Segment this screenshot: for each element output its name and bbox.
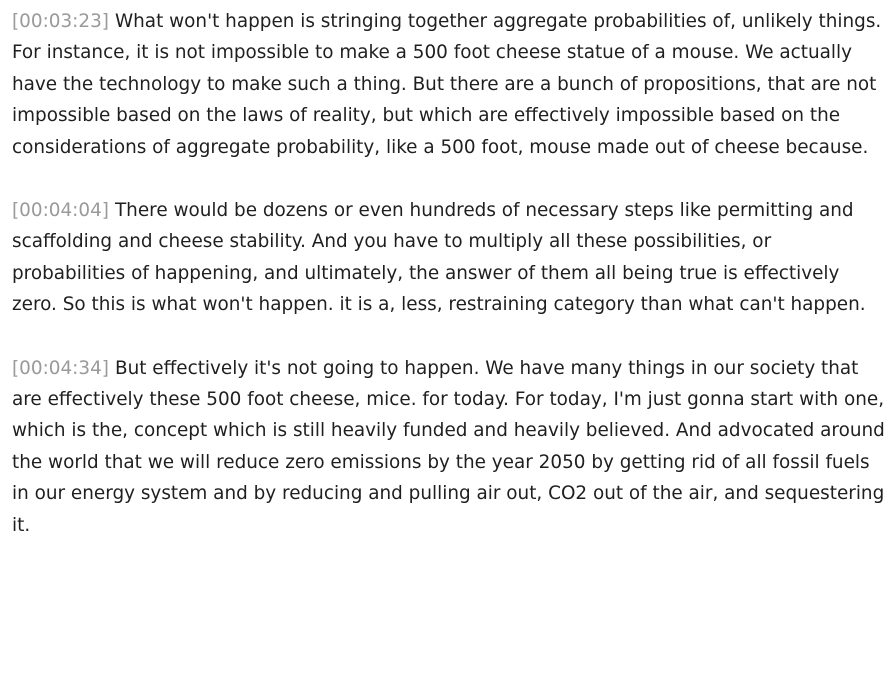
paragraph-text: There would be dozens or even hundreds of necessary steps like permitting and scaffolding and cheese stability. And you have to multiply all these possibilities, or probabilities of happening, and ultimately, the answer of them all being true is effectively zero. So this is what won't happen. it is a, less, restraining category than what can't happen. xyxy=(12,200,866,316)
transcript xyxy=(12,6,890,573)
timestamp[interactable]: [00:04:04] xyxy=(12,200,109,222)
transcript-paragraph xyxy=(12,195,890,321)
paragraph-text: But effectively it's not going to happen. We have many things in our society that are effectively these 500 foot cheese, mice. for today. For today, I'm just gonna start with one, which is the, concept which is still heavily funded and heavily believed. And advocated around the world that we will reduce zero emissions by the year 2050 by getting rid of all fossil fuels in our energy system and by reducing and pulling air out, CO2 out of the air, and sequestering it. xyxy=(12,357,885,536)
timestamp[interactable]: [00:04:34] xyxy=(12,357,109,379)
transcript-paragraph xyxy=(12,353,890,541)
timestamp[interactable]: [00:03:23] xyxy=(12,11,109,32)
paragraph-text: What won't happen is stringing together aggregate probabilities of, unlikely things. For instance, it is not impossible to make a 500 foot cheese statue of a mouse. We actually have the technology to make such a thing. But there are a bunch of propositions, that are not impossible based on the laws of reality, but which are effectively impossible based on the considerations of aggregate probability, like a 500 foot, mouse made out of cheese because. xyxy=(12,11,882,158)
transcript-paragraph xyxy=(12,6,890,163)
